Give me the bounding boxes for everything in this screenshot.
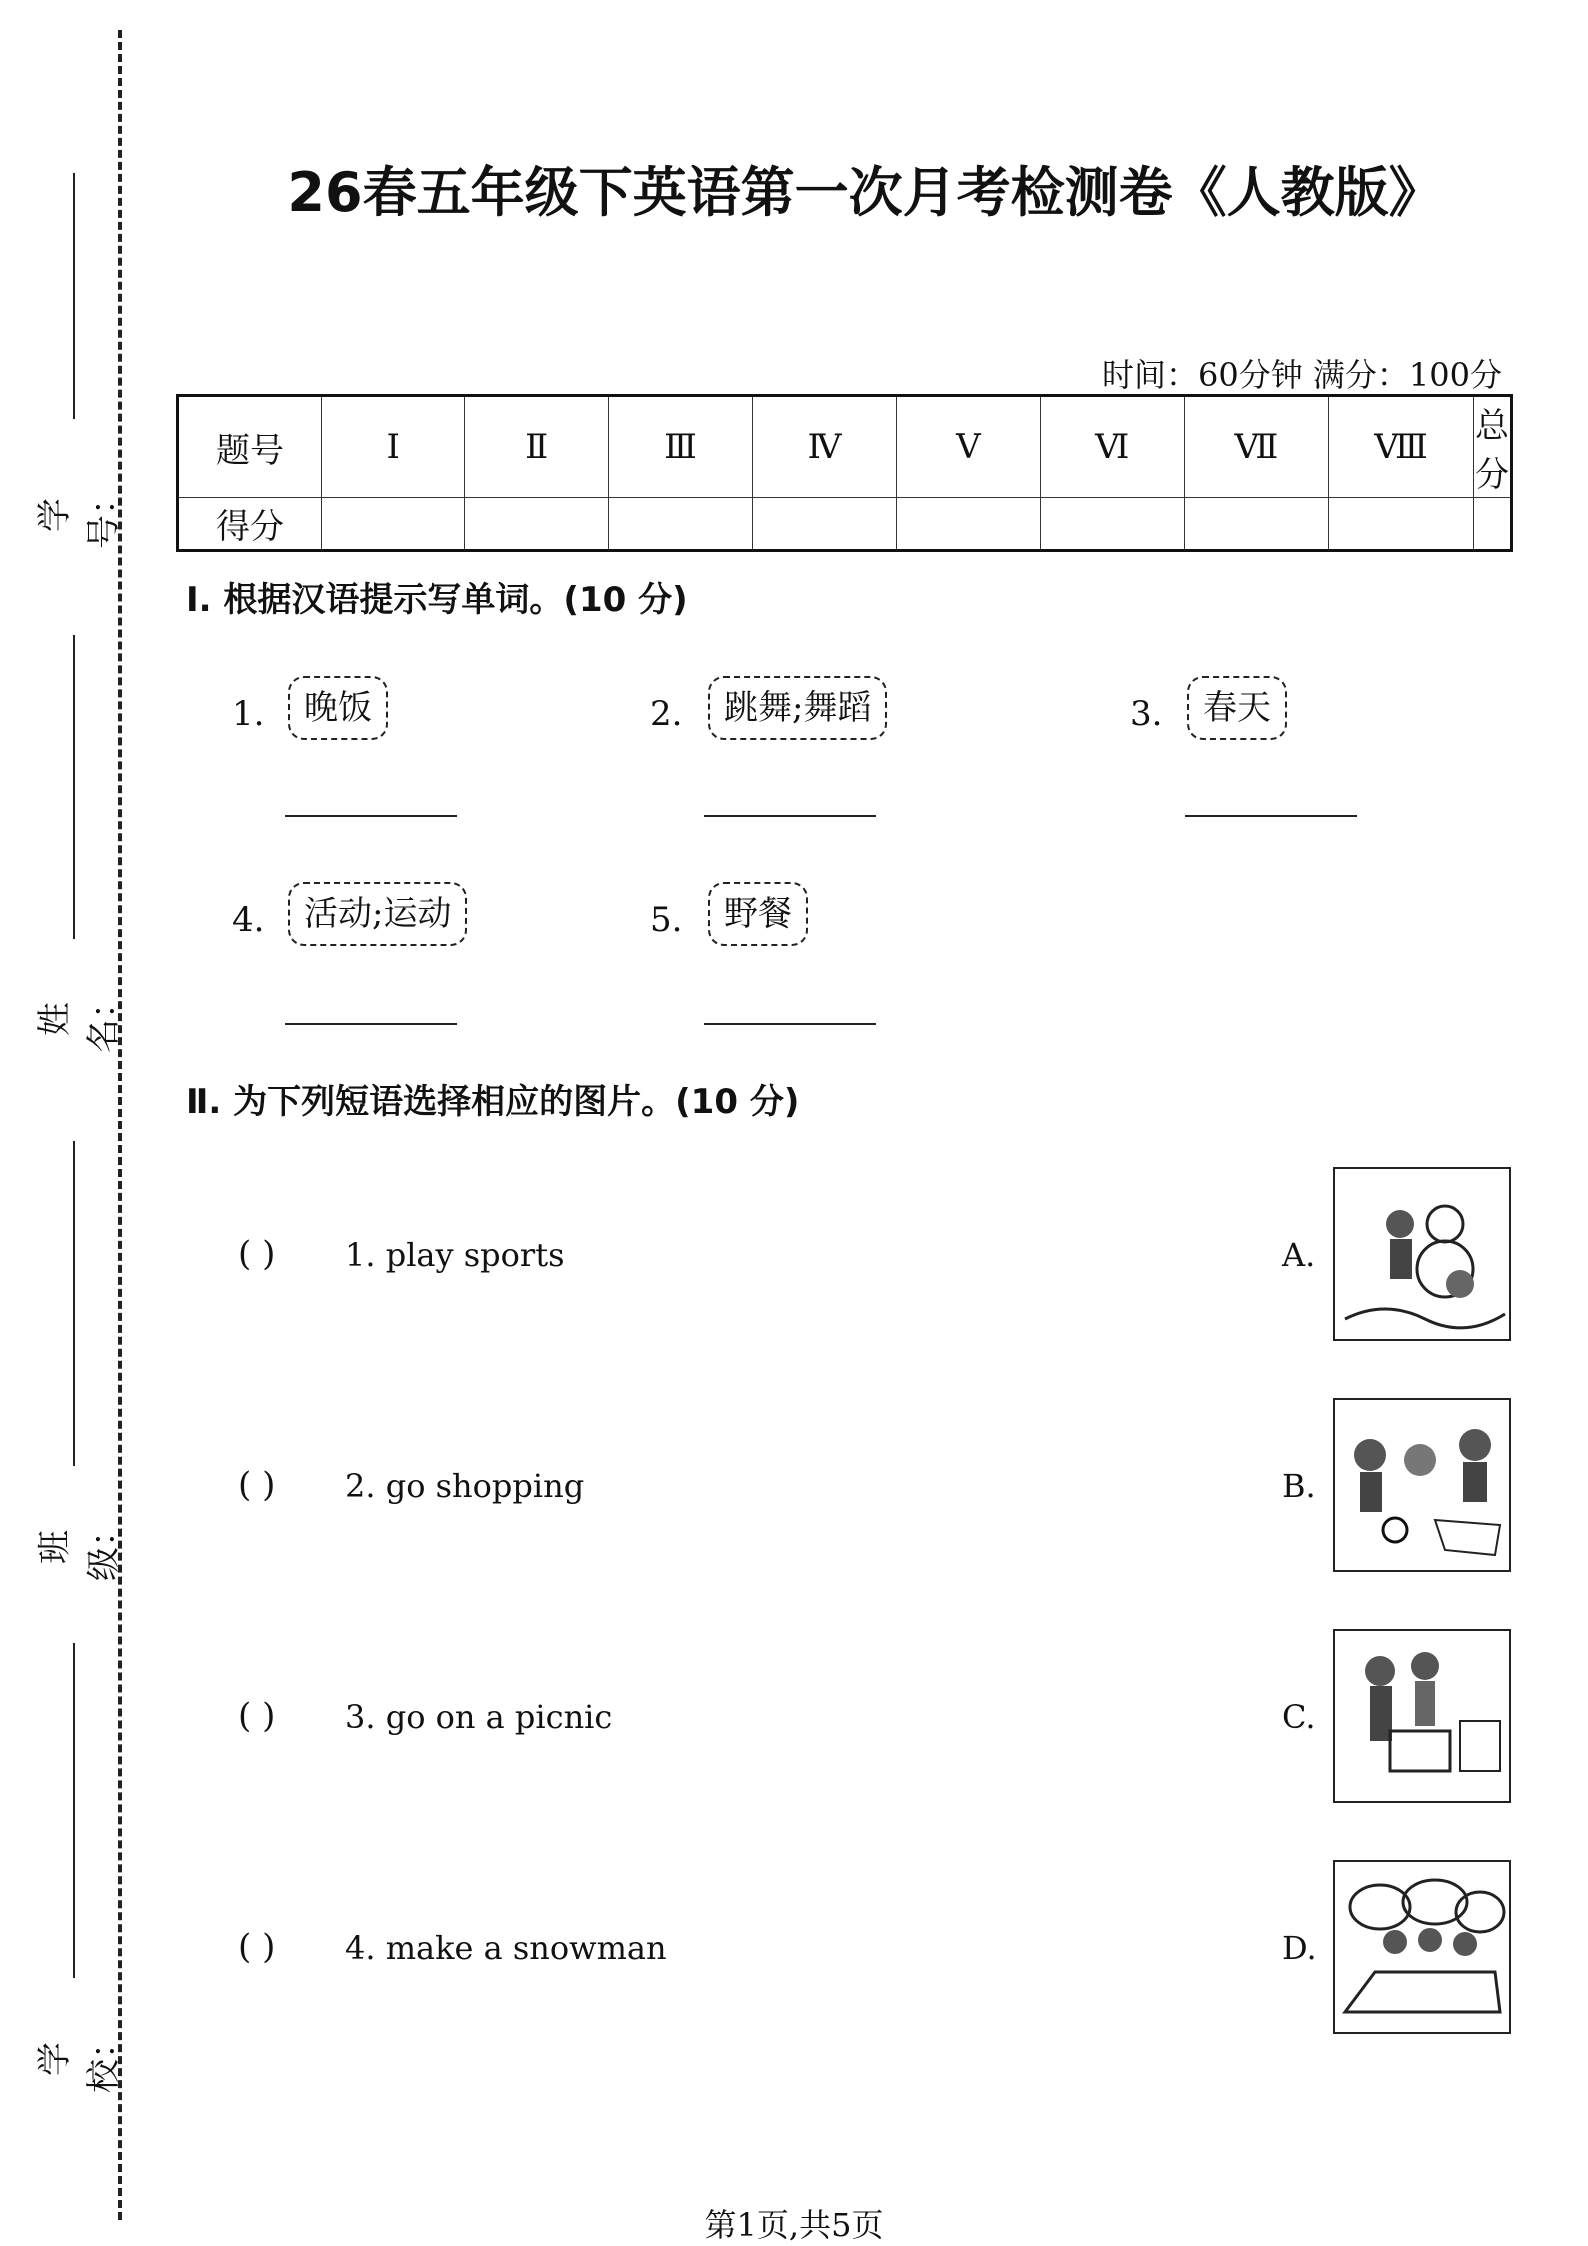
item-number: 2. xyxy=(650,694,683,734)
answer-blank-5[interactable] xyxy=(704,1023,876,1025)
header-cell: 题号 xyxy=(178,396,322,498)
row-label: 得分 xyxy=(178,498,322,551)
school-line xyxy=(73,1643,75,1978)
picnic-picture-icon xyxy=(1333,1860,1511,2034)
score-cell[interactable] xyxy=(609,498,753,551)
section1-title: Ⅰ. 根据汉语提示写单词。(10 分) xyxy=(186,580,688,620)
header-cell: Ⅶ xyxy=(1184,396,1328,498)
page-footer: 第1页,共5页 xyxy=(704,2206,884,2244)
header-cell: Ⅳ xyxy=(753,396,897,498)
school-label: 学校： xyxy=(35,2025,124,2093)
picture-label: B. xyxy=(1282,1467,1316,1505)
hint-box: 活动;运动 xyxy=(288,882,467,946)
score-cell[interactable] xyxy=(1329,498,1474,551)
item-number: 5. xyxy=(650,900,683,940)
answer-blank-4[interactable] xyxy=(285,1023,457,1025)
picture-label: A. xyxy=(1282,1236,1316,1274)
student-id-line xyxy=(73,173,75,419)
score-cell[interactable] xyxy=(1184,498,1328,551)
shopping-picture-icon xyxy=(1333,1629,1511,1803)
time-info: 时间：60分钟 满分：100分 xyxy=(1102,356,1502,394)
score-table-score-row xyxy=(178,498,1512,551)
name-label: 姓名： xyxy=(35,985,124,1053)
question-text: 2. go shopping xyxy=(345,1467,585,1505)
picture-label: D. xyxy=(1282,1929,1317,1967)
class-label: 班级： xyxy=(35,1513,124,1581)
score-cell[interactable] xyxy=(322,498,465,551)
answer-paren[interactable]: ( ) xyxy=(238,1465,276,1505)
section2-title: Ⅱ. 为下列短语选择相应的图片。(10 分) xyxy=(186,1082,800,1122)
answer-blank-1[interactable] xyxy=(285,815,457,817)
question-text: 4. make a snowman xyxy=(345,1929,667,1967)
hint-box: 跳舞;舞蹈 xyxy=(708,676,887,740)
question-text: 3. go on a picnic xyxy=(345,1698,613,1736)
answer-blank-2[interactable] xyxy=(704,815,876,817)
student-id-label: 学号： xyxy=(35,481,124,549)
binding-dashed-line xyxy=(118,30,122,2220)
header-cell: 总分 xyxy=(1473,396,1511,498)
page-title: 26春五年级下英语第一次月考检测卷《人教版》 xyxy=(287,161,1443,224)
hint-box: 晚饭 xyxy=(288,676,388,740)
header-cell: Ⅱ xyxy=(465,396,609,498)
score-cell[interactable] xyxy=(753,498,897,551)
picture-label: C. xyxy=(1282,1698,1316,1736)
item-number: 4. xyxy=(232,900,265,940)
score-cell[interactable] xyxy=(465,498,609,551)
name-line xyxy=(73,635,75,939)
answer-paren[interactable]: ( ) xyxy=(238,1927,276,1967)
score-cell[interactable] xyxy=(897,498,1041,551)
header-cell: Ⅵ xyxy=(1040,396,1184,498)
score-cell[interactable] xyxy=(1473,498,1511,551)
header-cell: Ⅷ xyxy=(1329,396,1474,498)
hint-box: 野餐 xyxy=(708,882,808,946)
score-cell[interactable] xyxy=(1040,498,1184,551)
header-cell: Ⅴ xyxy=(897,396,1041,498)
snowman-picture-icon xyxy=(1333,1167,1511,1341)
header-cell: Ⅰ xyxy=(322,396,465,498)
header-cell: Ⅲ xyxy=(609,396,753,498)
score-table xyxy=(176,394,1513,552)
class-line xyxy=(73,1141,75,1466)
hint-box: 春天 xyxy=(1187,676,1287,740)
score-table-header-row xyxy=(178,396,1512,498)
kids-playing-sports-picture-icon xyxy=(1333,1398,1511,1572)
question-text: 1. play sports xyxy=(345,1236,565,1274)
answer-blank-3[interactable] xyxy=(1185,815,1357,817)
item-number: 1. xyxy=(232,694,265,734)
answer-paren[interactable]: ( ) xyxy=(238,1696,276,1736)
item-number: 3. xyxy=(1130,694,1163,734)
answer-paren[interactable]: ( ) xyxy=(238,1234,276,1274)
